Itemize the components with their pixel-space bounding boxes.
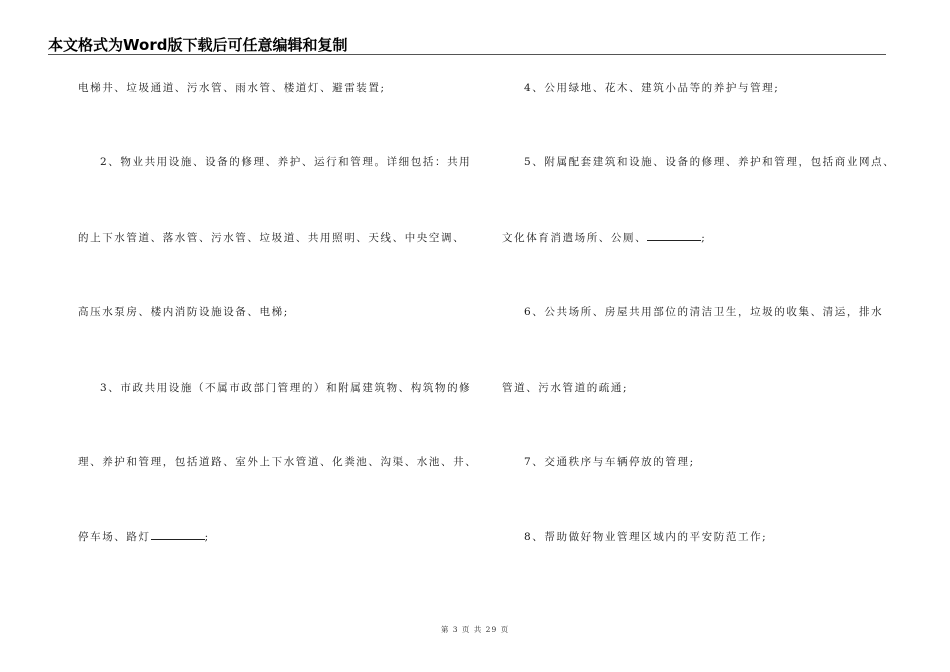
right-line-6: 7、交通秩序与车辆停放的管理; (524, 456, 695, 468)
left-line-2: 2、物业共用设施、设备的修理、养护、运行和管理。详细包括：共用 (100, 156, 472, 168)
fill-in-blank (151, 530, 205, 540)
right-line-5: 管道、污水管道的疏通; (502, 382, 629, 394)
right-line-2: 5、附属配套建筑和设施、设备的修理、养护和管理，包括商业网点、 (524, 156, 896, 168)
left-line-3: 的上下水管道、落水管、污水管、垃圾道、共用照明、天线、中央空调、 (78, 232, 466, 244)
left-line-7 (78, 529, 210, 544)
left-line-7-text: 停车场、路灯 (78, 531, 151, 543)
document-header-title: 本文格式为Word版下载后可任意编辑和复制 (48, 36, 348, 54)
right-line-3-text: 文化体育消遣场所、公厕、 (502, 232, 648, 244)
page-number: 第 3 页 共 29 页 (440, 625, 510, 634)
left-line-6: 理、养护和管理，包括道路、室外上下水管道、化粪池、沟渠、水池、井、 (78, 456, 478, 468)
left-line-5: 3、市政共用设施（不属市政部门管理的）和附属建筑物、构筑物的修 (100, 382, 472, 394)
left-line-1: 电梯井、垃圾通道、污水管、雨水管、楼道灯、避雷装置; (78, 82, 386, 94)
left-line-4: 高压水泵房、楼内消防设施设备、电梯; (78, 306, 289, 318)
fill-in-blank (647, 231, 701, 241)
left-line-7-end: ; (204, 531, 210, 543)
right-line-4: 6、公共场所、房屋共用部位的清洁卫生，垃圾的收集、清运，排水 (524, 306, 884, 318)
right-line-1: 4、公用绿地、花木、建筑小品等的养护与管理; (524, 82, 780, 94)
right-line-3 (502, 230, 706, 245)
right-line-3-end: ; (701, 232, 707, 244)
header-divider (48, 54, 886, 55)
right-line-7: 8、帮助做好物业管理区域内的平安防范工作; (524, 531, 768, 543)
